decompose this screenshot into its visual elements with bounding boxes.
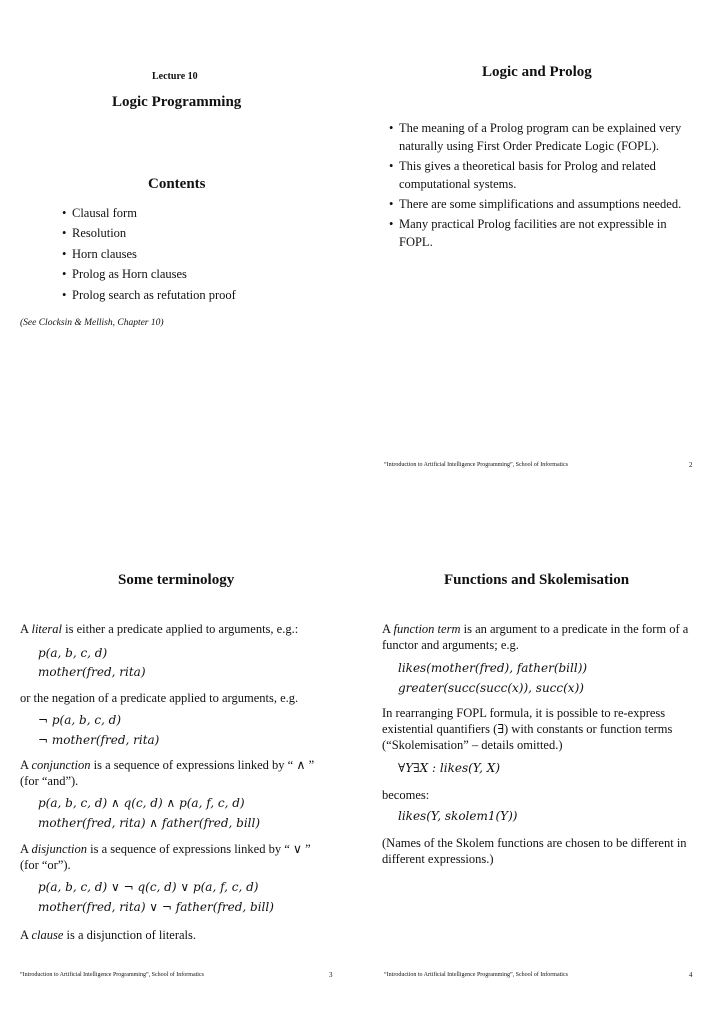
paragraph: A literal is either a predicate applied to arguments, e.g.: — [20, 622, 299, 636]
lecture-title: Logic Programming — [112, 94, 242, 110]
math-expression: mother(fred, rita) ∨ ¬ father(fred, bill) — [38, 900, 274, 914]
paragraph: A conjunction is a sequence of expressions linked by “ ∧ ” — [20, 758, 315, 772]
paragraph: becomes: — [382, 788, 430, 802]
slide-footer: “Introduction to Artificial Intelligence Programming”, School of Informatics — [384, 972, 568, 978]
paragraph: (“Skolemisation” – details omitted.) — [382, 738, 563, 752]
slide-title: Logic and Prolog — [482, 64, 592, 80]
paragraph: (for “and”). — [20, 774, 79, 788]
math-expression: ∀Y∃X : likes(Y, X) — [398, 761, 501, 775]
paragraph: (Names of the Skolem functions are chosen to be different in — [382, 836, 687, 850]
list-item: • Horn clauses — [62, 247, 137, 261]
paragraph: (for “or”). — [20, 858, 71, 872]
paragraph: or the negation of a predicate applied to arguments, e.g. — [20, 691, 299, 705]
math-expression: ¬ p(a, b, c, d) — [38, 713, 122, 727]
slide-title: Functions and Skolemisation — [444, 572, 630, 588]
list-item: • This gives a theoretical basis for Prolog and related computational systems. — [389, 159, 656, 191]
contents-heading: Contents — [148, 176, 206, 192]
page-number: 2 — [689, 461, 693, 469]
paragraph: In rearranging FOPL formula, it is possible to re-express — [382, 706, 666, 720]
paragraph: A clause is a disjunction of literals. — [20, 928, 197, 942]
math-expression: likes(mother(fred), father(bill)) — [398, 661, 588, 675]
lecture-number: Lecture 10 — [152, 71, 198, 82]
list-item: • Clausal form — [62, 206, 137, 220]
math-expression: p(a, b, c, d) — [38, 646, 108, 660]
reference-note: (See Clocksin & Mellish, Chapter 10) — [20, 318, 164, 328]
math-expression: likes(Y, skolem1(Y)) — [398, 809, 518, 823]
math-expression: p(a, b, c, d) ∧ q(c, d) ∧ p(a, f, c, d) — [38, 796, 245, 810]
paragraph: functor and arguments; e.g. — [382, 638, 519, 652]
list-item: • The meaning of a Prolog program can be explained very naturally using First Order Predicate Logic (FOPL). — [389, 121, 682, 153]
paragraph: A disjunction is a sequence of expressions linked by “ ∨ ” — [20, 842, 311, 856]
slide-footer: “Introduction to Artificial Intelligence Programming”, School of Informatics — [384, 462, 568, 468]
slide-footer: “Introduction to Artificial Intelligence Programming”, School of Informatics — [20, 972, 204, 978]
math-expression: ¬ mother(fred, rita) — [38, 733, 160, 747]
slide-title: Some terminology — [118, 572, 235, 588]
paragraph: A function term is an argument to a predicate in the form of a — [382, 622, 689, 636]
list-item: • Many practical Prolog facilities are not expressible in FOPL. — [389, 217, 667, 249]
math-expression: p(a, b, c, d) ∨ ¬ q(c, d) ∨ p(a, f, c, d) — [38, 880, 259, 894]
math-expression: mother(fred, rita) — [38, 665, 146, 679]
bullet-list — [389, 119, 699, 251]
math-expression: greater(succ(succ(x)), succ(x)) — [398, 681, 584, 695]
list-item: • There are some simplifications and assumptions needed. — [389, 197, 682, 211]
paragraph: different expressions.) — [382, 852, 494, 866]
paragraph: existential quantifiers (∃) with constants or function terms — [382, 722, 673, 736]
list-item: • Resolution — [62, 226, 127, 240]
page-number: 4 — [689, 971, 693, 979]
math-expression: mother(fred, rita) ∧ father(fred, bill) — [38, 816, 261, 830]
page-number: 3 — [329, 971, 333, 979]
list-item: • Prolog as Horn clauses — [62, 267, 187, 281]
list-item: • Prolog search as refutation proof — [62, 288, 236, 302]
